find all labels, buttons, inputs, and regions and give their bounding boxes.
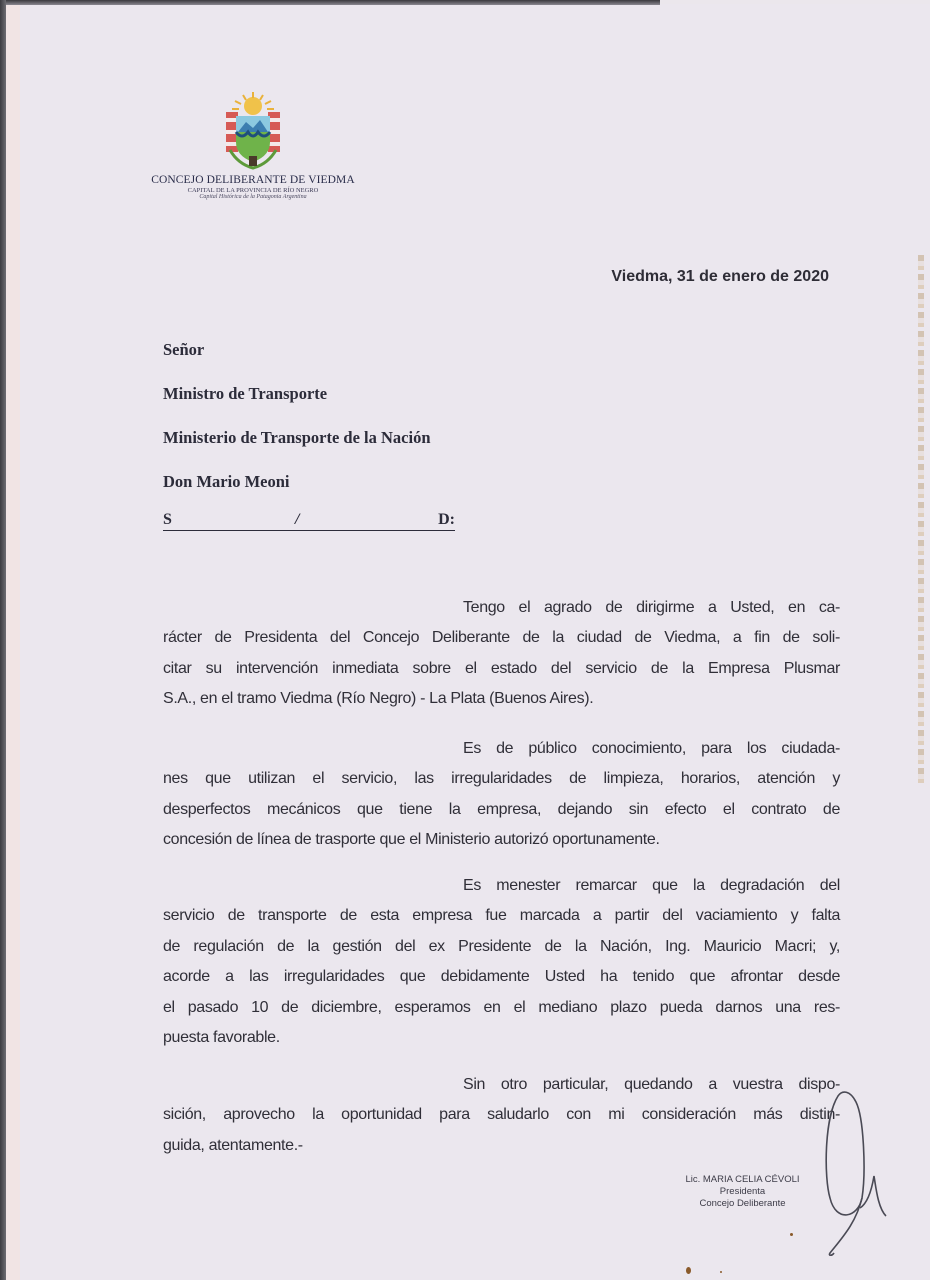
paragraph-line: Tengo el agrado de dirigirme a Usted, en ca- [463,599,840,616]
recipient-ministry: Ministerio de Transporte de la Nación [163,428,431,447]
paragraph-line: Sin otro particular, quedando a vuestra dispo- [463,1076,840,1093]
recipient-title: Ministro de Transporte [163,384,328,403]
page-shadow-top [0,0,660,5]
paragraph-line: puesta favorable. [163,1028,280,1046]
signer-name: Lic. MARIA CELIA CÉVOLI [685,1174,800,1185]
ink-spot [686,1267,691,1274]
recipient-name: Don Mario Meoni [163,472,290,491]
signature-stamp [660,1174,825,1210]
signer-role: Presidenta [719,1186,766,1197]
sd-d: D: [438,511,455,528]
paragraph-line: acorde a las irregularidades que debidamente Usted ha tenido que afrontar desde [163,968,840,986]
sd-slash: / [295,511,300,528]
paragraph-line: rácter de Presidenta del Concejo Deliberante de la ciudad de Viedma, a fin de soli- [163,629,840,647]
page-shadow-left [0,0,6,1280]
recipient-salutation: Señor [163,340,205,359]
paragraph-1 [163,593,840,715]
sd-underline [163,530,455,531]
paragraph-line: concesión de línea de trasporte que el Ministerio autorizó oportunamente. [163,831,660,849]
recipient-block [163,339,431,515]
paragraph-2 [163,734,840,856]
paragraph-line: S.A., en el tramo Viedma (Río Negro) - La Plata (Buenos Aires). [163,690,594,708]
letterhead-subtitle: CAPITAL DE LA PROVINCIA DE RÍO NEGRO [187,187,319,194]
paper-stain [918,255,924,785]
paragraph-line: desperfectos mecánicos que tiene la empresa, dejando sin efecto el contrato de [163,800,840,818]
letterhead-title: CONCEJO DELIBERANTE DE VIEDMA [151,174,355,186]
paragraph-3 [163,871,840,1053]
paragraph-line: Es menester remarcar que la degradación del [463,877,840,894]
letterhead-tagline: Capital Histórica de la Patagonia Argentina [199,194,307,200]
paragraph-line: de regulación de la gestión del ex Presidente de la Nación, Ing. Mauricio Macri; y, [163,937,840,955]
paragraph-line: citar su intervención inmediata sobre el estado del servicio de la Empresa Plusmar [163,659,840,677]
paragraph-line: Es de público conocimiento, para los ciudada- [463,740,840,757]
ink-spot [790,1233,793,1236]
handwritten-signature-icon [820,1088,900,1263]
letterhead [148,90,358,200]
sd-s: S [163,511,172,528]
paragraph-line: servicio de transporte de esta empresa fue marcada a partir del vaciamiento y falta [163,907,840,925]
paragraph-line: guida, atentamente.- [163,1136,303,1154]
signer-body: Concejo Deliberante [699,1198,786,1209]
paragraph-line: sición, aprovecho la oportunidad para saludarlo con mi consideración más distin- [163,1106,840,1124]
letter-date: Viedma, 31 de enero de 2020 [611,268,829,285]
paper-edge-tint [6,4,20,1280]
paragraph-4 [163,1070,840,1161]
coat-of-arms-icon [218,90,288,170]
ink-spot [720,1271,722,1273]
paragraph-line: el pasado 10 de diciembre, esperamos en el mediano plazo pueda darnos una res- [163,998,840,1016]
paragraph-line: nes que utilizan el servicio, las irregularidades de limpieza, horarios, atención y [163,770,840,788]
